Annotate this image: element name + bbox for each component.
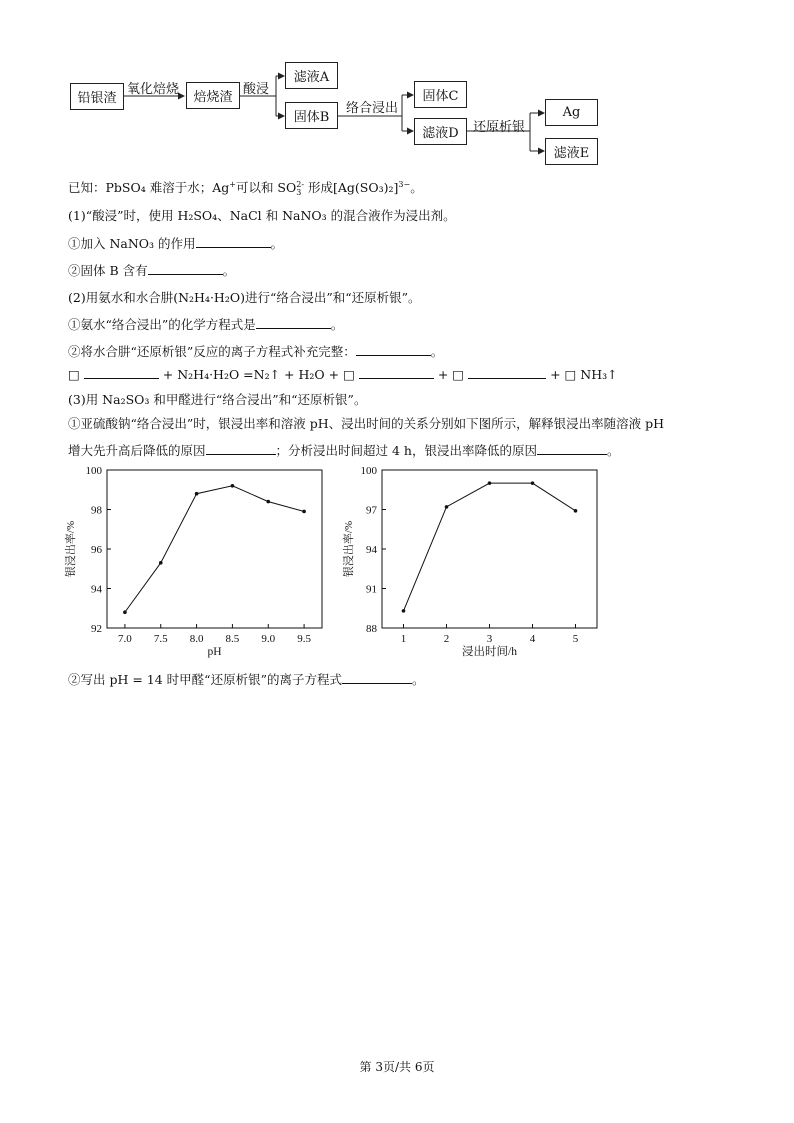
step-complex-leach: 络合浸出 xyxy=(346,101,399,116)
question-1: (1)“酸浸”时，使用 H₂SO₄、NaCl 和 NaNO₃ 的混合液作为浸出剂。 xyxy=(68,208,456,223)
answer-blank[interactable] xyxy=(468,366,546,379)
answer-blank[interactable] xyxy=(342,671,412,684)
plot-frame xyxy=(382,470,597,628)
answer-blank[interactable] xyxy=(148,262,223,275)
equation-line: □ + N₂H₄·H₂O =N₂↑ + H₂O + □ + □ + □ NH₃↑ xyxy=(68,367,618,382)
y-tick-label: 94 xyxy=(366,544,377,556)
answer-blank[interactable] xyxy=(537,442,607,455)
y-tick-label: 92 xyxy=(91,623,102,635)
plot-frame xyxy=(107,470,322,628)
data-point xyxy=(231,484,235,488)
answer-blank[interactable] xyxy=(206,442,276,455)
box-filtrate-e: 滤液E xyxy=(545,138,598,165)
data-point xyxy=(531,481,535,485)
answer-blank[interactable] xyxy=(256,316,331,329)
question-1-1: ①加入 NaNO₃ 的作用 。 xyxy=(68,236,284,251)
x-tick-label: 1 xyxy=(400,633,407,645)
question-3-2: ②写出 pH = 14 时甲醛“还原析银”的离子方程式 。 xyxy=(68,672,425,687)
data-point xyxy=(123,610,127,614)
chart-time xyxy=(340,462,610,670)
data-point xyxy=(445,505,449,509)
box-solid-c: 固体C xyxy=(414,81,467,108)
data-point xyxy=(402,609,406,613)
x-axis-label: 浸出时间/h xyxy=(462,646,517,658)
box-ag: Ag xyxy=(545,99,598,126)
data-point xyxy=(302,510,306,514)
series-line xyxy=(125,486,304,612)
step-oxidation-roasting: 氧化焙烧 xyxy=(127,82,180,97)
y-tick-label: 88 xyxy=(366,623,377,635)
x-tick-label: 5 xyxy=(572,633,579,645)
y-axis-label: 银浸出率/% xyxy=(343,520,355,578)
box-roasted-slag: 焙烧渣 xyxy=(186,82,240,109)
question-3-1a: ①亚硫酸钠“络合浸出”时，银浸出率和溶液 pH、浸出时间的关系分别如下图所示，解释银浸出率随溶液 pH xyxy=(68,416,665,431)
question-2: (2)用氨水和水合肼(N₂H₄·H₂O)进行“络合浸出”和“还原析银”。 xyxy=(68,290,421,305)
series-line xyxy=(404,483,576,611)
box-lead-silver-slag: 铅银渣 xyxy=(70,83,124,110)
answer-blank[interactable] xyxy=(359,366,434,379)
y-tick-label: 100 xyxy=(85,465,102,477)
y-tick-label: 100 xyxy=(360,465,377,477)
data-point xyxy=(266,500,270,504)
answer-blank[interactable] xyxy=(196,235,271,248)
y-tick-label: 94 xyxy=(91,583,102,596)
page-footer: 第 3页/共 6页 xyxy=(359,1060,435,1074)
y-tick-label: 96 xyxy=(91,544,102,556)
question-1-2: ②固体 B 含有 。 xyxy=(68,263,236,278)
x-tick-label: 9.0 xyxy=(261,633,276,645)
y-tick-label: 91 xyxy=(366,583,377,596)
answer-blank[interactable] xyxy=(356,343,431,356)
step-reduce-silver: 还原析银 xyxy=(473,120,526,135)
chart-ph xyxy=(60,462,340,670)
x-tick-label: 8.0 xyxy=(189,633,204,645)
y-tick-label: 98 xyxy=(91,504,102,517)
data-point xyxy=(195,492,199,496)
box-solid-b: 固体B xyxy=(285,102,338,129)
x-tick-label: 8.5 xyxy=(225,633,240,645)
box-filtrate-a: 滤液A xyxy=(285,62,338,89)
x-tick-label: 3 xyxy=(486,633,493,645)
step-acid-leach: 酸浸 xyxy=(243,82,270,97)
x-tick-label: 4 xyxy=(529,633,536,645)
question-3: (3)用 Na₂SO₃ 和甲醛进行“络合浸出”和“还原析银”。 xyxy=(68,392,367,407)
data-point xyxy=(574,509,578,513)
answer-blank[interactable] xyxy=(84,366,159,379)
x-axis-label: pH xyxy=(207,646,222,658)
question-2-1: ①氨水“络合浸出”的化学方程式是 。 xyxy=(68,317,344,332)
question-3-1b: 增大先升高后降低的原因 ；分析浸出时间超过 4 h，银浸出率降低的原因 。 xyxy=(68,443,620,458)
data-point xyxy=(488,481,492,485)
y-axis-label: 银浸出率/% xyxy=(65,520,77,578)
known-info: 已知：PbSO₄ 难溶于水；Ag+可以和 SO2- 3 形成$[Ag(SO_3)_2]^{3-}$。 xyxy=(68,179,423,197)
x-tick-label: 2 xyxy=(443,633,450,645)
x-tick-label: 7.0 xyxy=(118,633,132,645)
box-filtrate-d: 滤液D xyxy=(414,118,467,145)
y-tick-label: 97 xyxy=(366,504,377,517)
x-tick-label: 7.5 xyxy=(153,633,168,645)
x-tick-label: 9.5 xyxy=(297,633,311,645)
question-2-2: ②将水合肼“还原析银”反应的离子方程式补充完整： 。 xyxy=(68,344,444,359)
data-point xyxy=(159,561,163,565)
